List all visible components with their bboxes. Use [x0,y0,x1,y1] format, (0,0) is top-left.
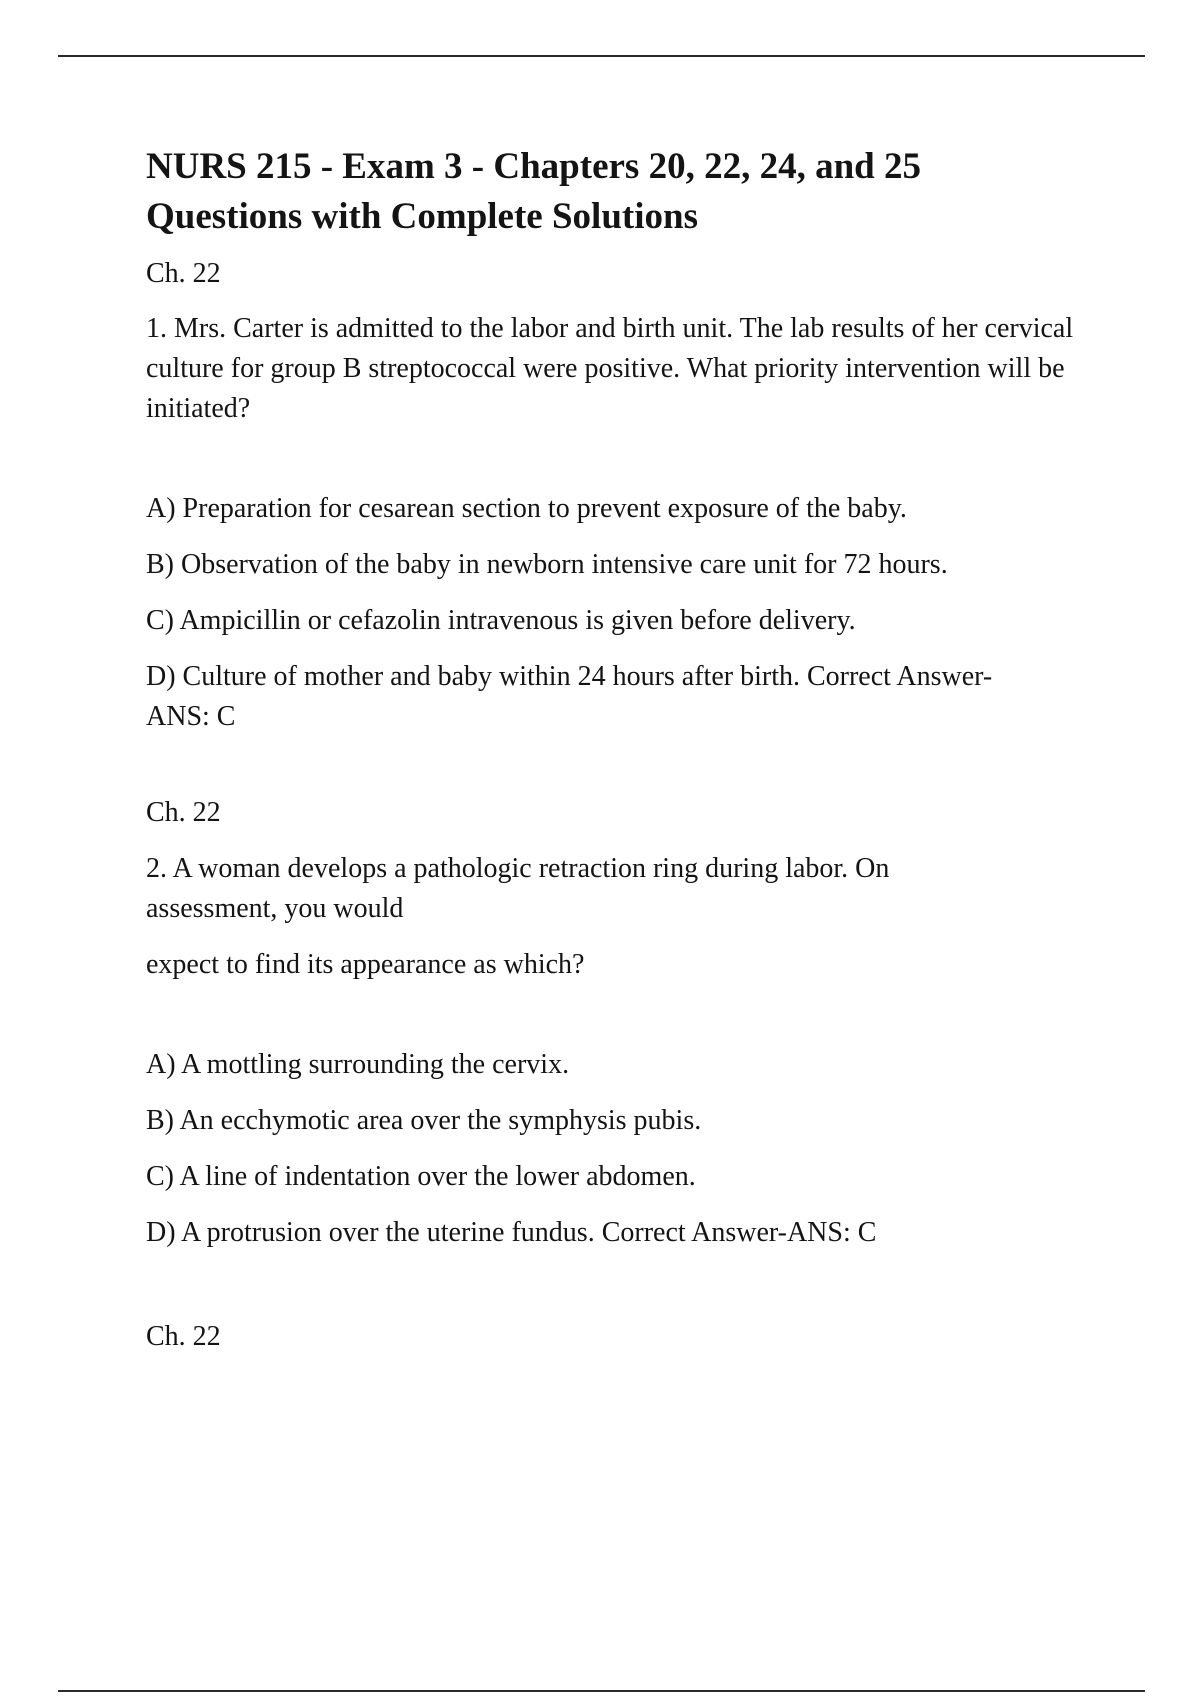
question-1-option-b: B) Observation of the baby in newborn intensive care unit for 72 hours. [146,549,948,580]
question-1-option-c: C) Ampicillin or cefazolin intravenous is given before delivery. [146,605,856,636]
question-2-option-c: C) A line of indentation over the lower abdomen. [146,1161,696,1192]
question-2-text: 2. A woman develops a pathologic retraction ring during labor. On assessment, you would [146,853,890,924]
question-2-option-a: A) A mottling surrounding the cervix. [146,1049,570,1080]
document-title: NURS 215 - Exam 3 - Chapters 20, 22, 24, and 25 Questions with Complete Solutions [146,146,921,237]
question-2-text-continued: expect to find its appearance as which? [146,949,585,980]
chapter-label: Ch. 22 [146,258,221,289]
top-rule [58,55,1145,57]
bottom-rule [58,1690,1145,1692]
question-1-option-a: A) Preparation for cesarean section to prevent exposure of the baby. [146,493,907,524]
question-2-option-d: D) A protrusion over the uterine fundus. Correct Answer-ANS: C [146,1217,877,1248]
document-body [146,142,1146,1357]
question-1-text: 1. Mrs. Carter is admitted to the labor and birth unit. The lab results of her cervical culture for group B streptococcal were positive. What priority intervention will be initiated? [146,313,1074,424]
question-1-option-d: D) Culture of mother and baby within 24 hours after birth. Correct Answer-ANS: C [146,661,993,732]
chapter-label: Ch. 22 [146,1321,221,1352]
chapter-label: Ch. 22 [146,797,221,828]
question-2-option-b: B) An ecchymotic area over the symphysis pubis. [146,1105,702,1136]
